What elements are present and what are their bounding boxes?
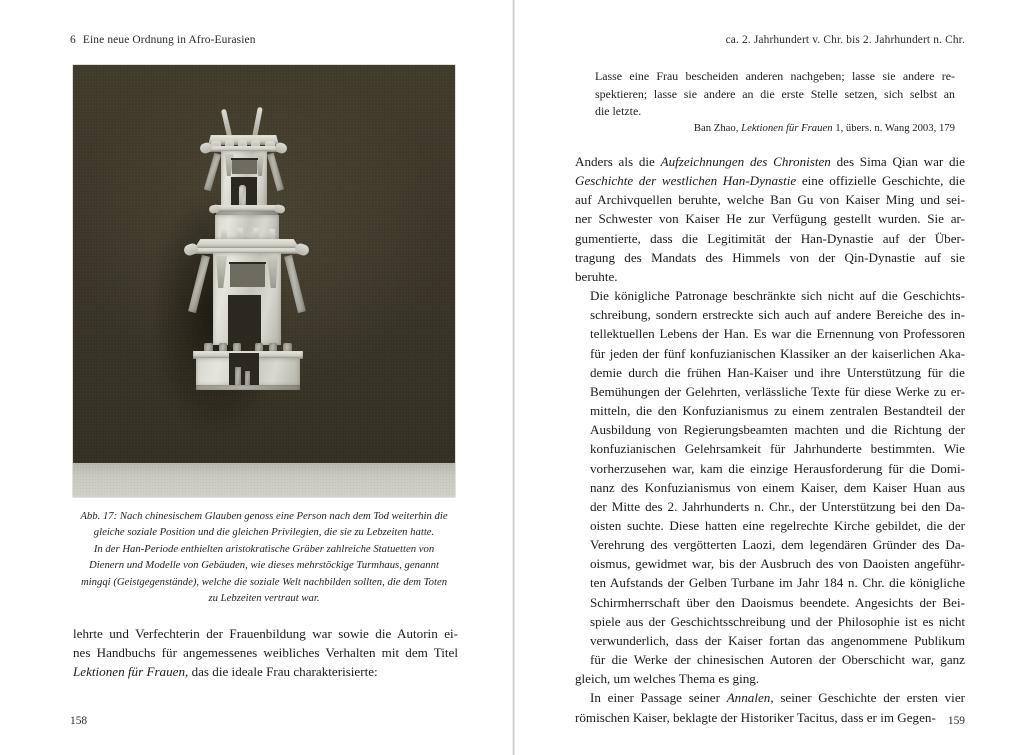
quote-line: Lasse eine Frau bescheiden anderen nachgeben; lasse sie andere re-	[595, 69, 955, 83]
text-run: Schirmherrschaft über den Daoismus beendete. Angesichts der Bei-	[590, 594, 965, 610]
text-line	[575, 535, 965, 554]
text-run: eine offizielle Geschichte, die	[796, 173, 966, 189]
text-run: oisten suchte. Diese hatten eine regelrechte Kirche gebildet, die der	[590, 517, 965, 533]
text-line: nes Handbuchs für angemessenes weibliches Verhalten mit dem Titel	[73, 645, 458, 661]
text-run: Anders als die	[575, 154, 661, 169]
top-doorway-figurine	[239, 185, 246, 205]
text-run: Bemühungen der Gelehrten, verlässliche Texte für diese Werke zu er-	[590, 383, 965, 399]
text-line: lehrte und Verfechterin der Frauenbildung war sowie die Autorin ei-	[73, 626, 458, 641]
quote-work-title: Lektionen für Frauen	[741, 122, 833, 134]
text-line	[575, 710, 936, 725]
text-run: der Mitte des 2. Jahrhunderts n. Chr., der Unterstützung bei den Da-	[590, 498, 965, 514]
text-line	[575, 229, 965, 248]
text-run: ner Schwester von Kaiser He zur Verfügung gestellt wurden. Sie ar-	[575, 211, 965, 227]
chapter-number: 6	[70, 34, 76, 46]
text-run: schreibung, sondern erstreckte sich auch auf andere Bereiche des in-	[590, 307, 965, 323]
text-run: mitteln, die den Konfuzianismus zu einem zentralen Bestandteil der	[590, 403, 965, 419]
text-run: gleich, um welches Thema es ging.	[575, 671, 760, 687]
text-line	[575, 401, 965, 420]
text-line-final	[73, 664, 378, 679]
text-run: für jeden der fünf konfuzianischen Klassiker an der kaiserlichen Aka-	[590, 345, 965, 361]
third-doorway	[228, 295, 261, 347]
top-window-panel	[232, 159, 257, 174]
running-head-left	[70, 34, 256, 46]
text-run: demie durch die frühen Han-Kaiser und ihre Unterstützung für die	[590, 364, 965, 380]
text-run: nanz des Konfuzianismus von einem Kaiser, dem Kaiser Huan aus	[590, 479, 965, 495]
text-line	[575, 344, 965, 363]
roof-finial-left	[221, 109, 232, 137]
text-run: Die königliche Patronage beschränkte sich nicht auf die Geschichts-	[590, 288, 965, 304]
third-strut-right	[284, 255, 306, 313]
folio-right: 159	[947, 715, 965, 727]
text-line	[575, 248, 965, 267]
text-run: In einer Passage seiner	[590, 690, 727, 706]
second-eave-tip-left	[183, 242, 200, 257]
photo-floor-grain	[73, 463, 455, 497]
right-page-body	[575, 152, 965, 727]
text-line	[575, 612, 965, 631]
top-brace-left	[204, 153, 221, 191]
text-line	[575, 209, 965, 228]
text-run: beruhte.	[575, 268, 618, 284]
quote-author: Ban Zhao,	[693, 122, 739, 134]
text-line-tail: , das die ideale Frau charakterisierte:	[185, 664, 378, 680]
text-line	[575, 382, 965, 401]
italic-title: Aufzeichnungen des Chronisten	[660, 154, 831, 169]
quote-line: die letzte.	[595, 104, 642, 119]
text-line	[575, 324, 965, 343]
top-window-lintel	[231, 158, 258, 160]
text-line	[575, 152, 965, 171]
text-line	[575, 439, 965, 458]
text-line	[575, 363, 965, 382]
text-run: ten Aufstands der Gelben Turbane im Jahr 184 n. Chr. die königliche	[590, 575, 965, 591]
text-line	[575, 631, 965, 650]
para-tacitus-annals	[575, 688, 965, 726]
italic-title: Geschichte der westlichen Han-Dynastie	[575, 173, 797, 189]
text-line	[575, 286, 965, 305]
quote-line: spektieren; lasse sie andere an die erste Stelle setzen, sich selbst an	[595, 86, 955, 101]
text-run: des Sima Qian war die	[830, 154, 965, 169]
text-run: oismus, gewidmet war, bis der Ausbruch des von Daoisten angeführ-	[590, 556, 965, 572]
text-run: auf Archivquellen beruhte, welche Ban Gu von Kaiser Ming und sei-	[575, 192, 965, 208]
text-line	[575, 593, 965, 612]
text-run: römischen Kaiser, beklagte der Historiker Tacitus, dass er im Gegen-	[575, 709, 936, 725]
text-line	[575, 671, 759, 686]
top-eave-tip-right	[274, 141, 289, 154]
text-run: Ausbildung von Regierungsbeamten machten und die Richtung der	[590, 422, 965, 438]
photo-floor-strip	[73, 463, 455, 497]
caption-line: gleiche soziale Position und die gleichen Privilegien, die sie zu Lebzeiten hatte.	[93, 526, 435, 539]
text-run: verwunderlich, dass der Kaiser fortan das angenommene Publikum	[590, 632, 965, 648]
caption-line: Dienern und Modelle von Gebäuden, wie dieses mehrstöckige Turmhaus, genannt	[89, 559, 439, 572]
base-plinth	[196, 385, 300, 390]
text-run: , seiner Geschichte der ersten vier	[770, 690, 965, 706]
text-line	[575, 190, 965, 209]
text-line	[575, 420, 965, 439]
text-line	[575, 171, 965, 190]
base-gateway	[229, 353, 259, 387]
text-run: tragung des Mandats des Himmels von der Qin-Dynastie auf sie	[575, 249, 965, 265]
text-run: gumentierte, dass die Legitimität der Han-Dynastie auf der Über-	[575, 230, 965, 246]
text-line	[575, 516, 965, 535]
text-line	[575, 459, 965, 478]
chapter-title: Eine neue Ordnung in Afro-Eurasien	[82, 34, 256, 46]
third-window-lintel	[229, 262, 266, 264]
para-han-dynasty-history	[575, 152, 965, 286]
para-royal-patronage	[575, 286, 965, 688]
top-brace-right	[267, 153, 284, 191]
quote-reference: 1, übers. n. Wang 2003, 179	[835, 122, 955, 134]
text-run: für die Werke der chinesischen Autoren der Oberschicht war, ganz	[590, 652, 965, 668]
second-eave-tip-right	[294, 242, 311, 257]
third-window-panel	[230, 263, 265, 287]
figure-17	[73, 65, 455, 497]
caption-line: mingqi (Geistgegenstände), welche die soziale Welt nachbilden sollten, die dem Toten	[80, 575, 448, 588]
quote-attribution	[595, 121, 955, 136]
base-gateway-figure-1	[235, 367, 241, 387]
left-page-body	[73, 624, 458, 681]
caption-line: Abb. 17: Nach chinesischem Glauben genoss eine Person nach dem Tod weiterhin die	[80, 510, 448, 522]
text-line	[575, 497, 965, 516]
text-run: spiele aus der Geschichtsschreibung und der Philosophie ist es nicht	[590, 613, 965, 629]
text-run: tellektuellen Lebens der Han. Es war die Ernennung von Professoren	[590, 326, 965, 342]
caption-line: zu Lebzeiten vertraut war.	[208, 592, 320, 605]
folio-left: 158	[70, 715, 88, 727]
roof-finial-right	[252, 107, 263, 137]
third-strut-left	[188, 255, 210, 313]
ceramic-tower-model	[169, 105, 365, 497]
text-line	[575, 269, 618, 284]
figure-caption	[73, 508, 455, 606]
text-line	[575, 650, 965, 669]
paragraph-continued	[73, 624, 458, 681]
caption-line: In der Han-Periode enthielten aristokratische Gräber zahlreiche Statuetten von	[93, 542, 435, 555]
block-quote	[595, 68, 955, 121]
figure-photograph	[73, 65, 455, 497]
text-line	[575, 573, 965, 592]
work-title-lektionen: Lektionen für Frauen	[73, 664, 186, 680]
text-line	[575, 688, 965, 707]
running-head-right: ca. 2. Jahrhundert v. Chr. bis 2. Jahrhundert n. Chr.	[725, 34, 965, 46]
text-line	[575, 305, 965, 324]
text-run: konfuzianischen Gelehrsamkeit für Jahrhunderte bestimmten. Wie	[590, 441, 965, 457]
text-run: vorherzusehen war, kam die einzige Herausforderung für die Domi-	[590, 460, 965, 476]
text-run: Verehrung des vergötterten Laozi, dem legendären Gründer des Da-	[590, 537, 965, 553]
italic-title: Annalen	[726, 690, 771, 706]
text-line	[575, 478, 965, 497]
text-line	[575, 554, 965, 573]
